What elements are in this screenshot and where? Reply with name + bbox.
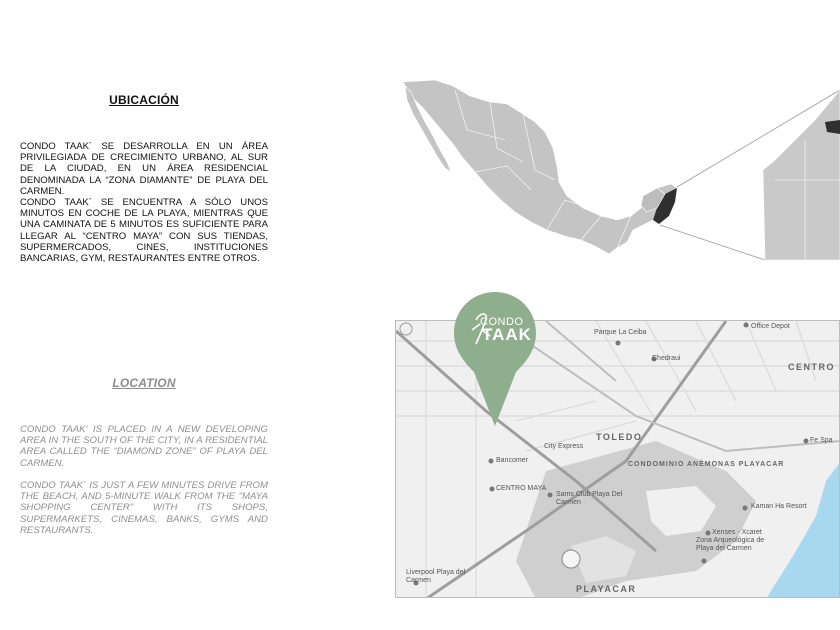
zoom-detail [763,90,840,260]
english-paragraph-2: CONDO TAAK´ IS JUST A FEW MINUTES DRIVE FROM THE BEACH, AND 5-MINUTE WALK FROM THE "MAYA SHOPPING CENTER" WITH ITS SHOPS, SUPERMARKETS, CINEMAS, BANKS, GYMS AND RESTAURANTS. [20,480,268,536]
english-heading: LOCATION [112,376,176,390]
english-paragraph-1: CONDO TAAK' IS PLACED IN A NEW DEVELOPING AREA IN THE SOUTH OF THE CITY, IN A RESIDENTIAL AREA CALLED THE “DIAMOND ZONE” OF PLAYA DEL CARMEN. [20,424,268,469]
map-sea [766,461,840,598]
label-parque: Parque La Ceiba [594,329,647,336]
label-xenses: Xenses - Xcaret [712,529,762,536]
zoom-highlight [825,120,840,134]
pin-logo-line1: CONDO [480,316,524,328]
label-playacar: PLAYACAR [576,584,637,594]
location-pin-icon [452,290,538,430]
label-kaman: Kaman Ha Resort [751,503,807,510]
label-condominio: CONDOMINIO ANÉMONAS PLAYACAR [628,461,785,468]
pin-logo-line2: TAAK [482,325,532,344]
spanish-heading: UBICACIÓN [109,93,179,107]
spanish-paragraph-2: CONDO TAAK´ SE ENCUENTRA A SÓLO UNOS MINUTOS EN COCHE DE LA PLAYA, MIENTRAS QUE UNA CAMINATA DE 5 MINUTOS ES SUFICIENTE PARA LLEGAR AL “CENTRO MAYA” CON SUS TIENDAS, SUPERMERCADOS, CINES, INSTITUCIONES BANCARIAS, GYM, RESTAURANTES ENTRE OTROS. [20,197,268,265]
label-sams: Sams Club Playa Del Carmen [556,491,623,506]
mexico-map [395,70,840,270]
label-toledo: TOLEDO [596,432,643,442]
label-centro: CENTRO [788,362,835,372]
spanish-paragraph-1: CONDO TAAK´ SE DESARROLLA EN UN ÁREA PRIVILEGIADA DE CRECIMIENTO URBANO, AL SUR DE LA CIUDAD, EN UN ÁREA RESIDENCIAL DENOMINADA LA “ZONA DIAMANTE” DE PLAYA DEL CARMEN. [20,141,268,197]
label-bancomer: Bancomer [496,457,528,464]
label-fe: Fe Spa [810,437,833,444]
pin-logo [470,316,534,345]
label-liverpool: Liverpool Playa del Carmen [406,569,466,584]
label-office: Office Depot [751,323,790,330]
zoom-line-bottom [660,225,765,260]
label-zona: Zona Arqueológica de Playa del Carmen [696,537,765,552]
label-city-express: City Express [544,443,584,450]
label-centro-maya: CENTRO MAYA [496,485,547,492]
label-chedraui: Chedraui [652,355,681,362]
